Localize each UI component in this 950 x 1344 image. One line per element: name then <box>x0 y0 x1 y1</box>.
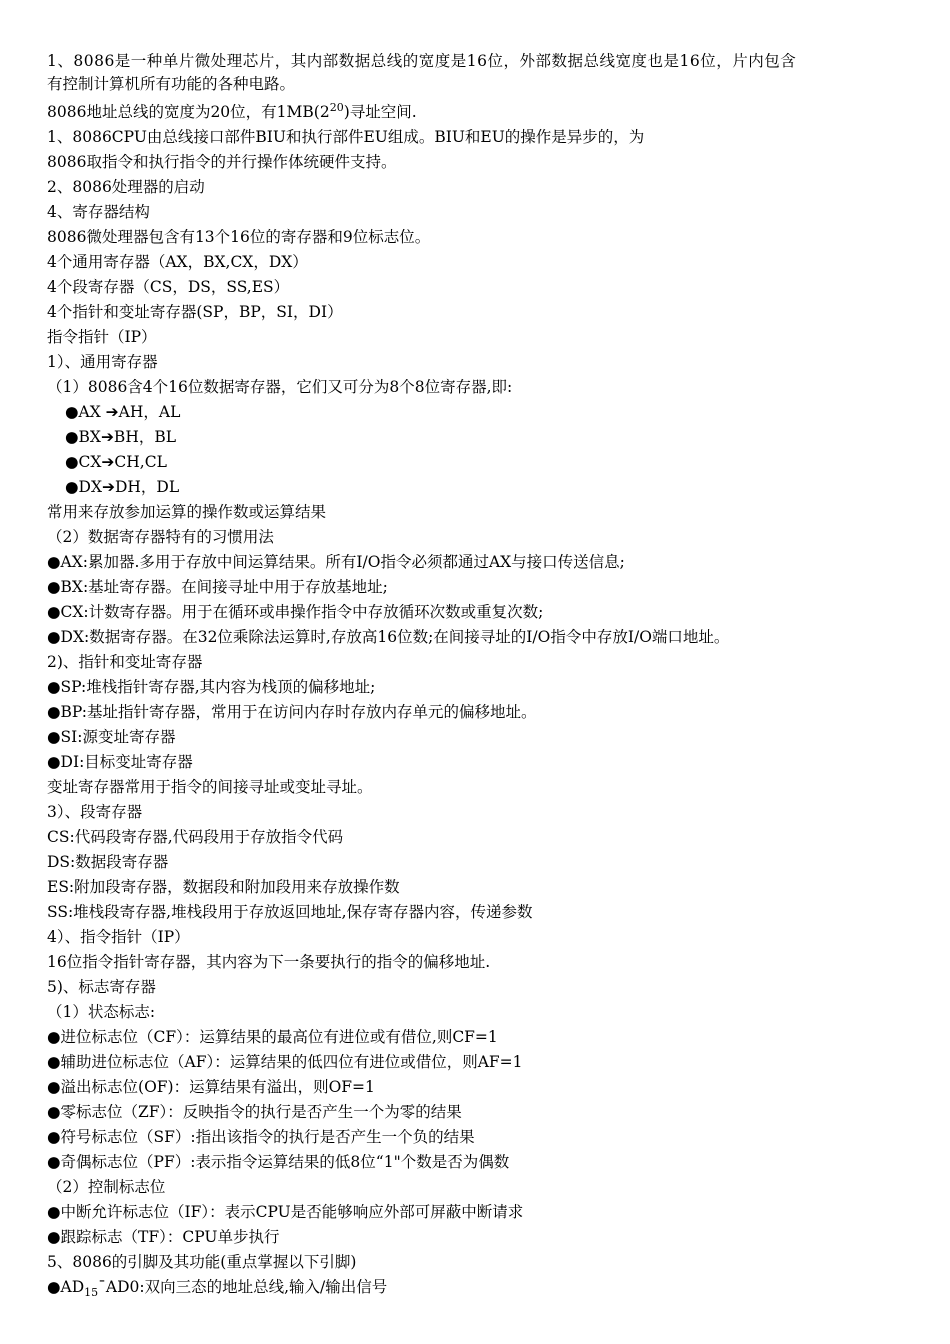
superscript: 20 <box>329 100 344 114</box>
bullet-line: ●CX:计数寄存器。用于在循环或串操作指令中存放循环次数或重复次数; <box>47 603 544 621</box>
paragraph-line: 1、8086是一种单片微处理芯片，其内部数据总线的宽度是16位，外部数据总线宽度也是16位，片内包含 <box>47 52 797 70</box>
paragraph-line: 指令指针（IP） <box>47 328 157 346</box>
paragraph-line: 1）、通用寄存器 <box>47 353 158 371</box>
bullet-line: ●DI:目标变址寄存器 <box>47 753 193 771</box>
paragraph-line: 有控制计算机所有功能的各种电路。 <box>47 75 296 93</box>
subscript: 15 <box>84 1286 99 1300</box>
text-run: ●AD <box>47 1278 85 1296</box>
bullet-line: ●SI:源变址寄存器 <box>47 728 176 746</box>
bullet-line: ●DX:数据寄存器。在32位乘除法运算时,存放高16位数;在间接寻址的I/O指令中存放I/O端口地址。 <box>47 628 730 646</box>
bullet-line: ●AX ➔AH，AL <box>65 403 181 421</box>
bullet-line: ●跟踪标志（TF）：CPU单步执行 <box>47 1228 280 1246</box>
text-run: )寻址空间. <box>343 103 417 121</box>
paragraph-line: CS:代码段寄存器,代码段用于存放指令代码 <box>47 828 344 846</box>
bullet-line: ●BP:基址指针寄存器，常用于在访问内存时存放内存单元的偏移地址。 <box>47 703 537 721</box>
bullet-line: ●辅助进位标志位（AF）：运算结果的低四位有进位或借位，则AF=1 <box>47 1053 523 1071</box>
paragraph-line: 16位指令指针寄存器，其内容为下一条要执行的指令的偏移地址. <box>47 953 491 971</box>
paragraph-line: ES:附加段寄存器，数据段和附加段用来存放操作数 <box>47 878 400 896</box>
bullet-line: ●BX:基址寄存器。在间接寻址中用于存放基地址; <box>47 578 388 596</box>
bullet-line: ●CX➔CH,CL <box>65 453 167 471</box>
bullet-line: ●符号标志位（SF）:指出该指令的执行是否产生一个负的结果 <box>47 1128 475 1146</box>
bullet-line <box>47 1275 910 1300</box>
paragraph-line <box>47 100 910 125</box>
bullet-line: ●零标志位（ZF）：反映指令的执行是否产生一个为零的结果 <box>47 1103 462 1121</box>
bullet-line: ●BX➔BH，BL <box>65 428 177 446</box>
bullet-line: ●奇偶标志位（PF）:表示指令运算结果的低8位“1"个数是否为偶数 <box>47 1153 510 1171</box>
paragraph-line: DS:数据段寄存器 <box>47 853 169 871</box>
paragraph-line: 4个指针和变址寄存器(SP，BP，SI，DI） <box>47 303 343 321</box>
paragraph-line: 4个通用寄存器（AX，BX,CX，DX） <box>47 253 308 271</box>
text-run: 8086地址总线的宽度为20位，有1MB(2 <box>47 103 330 121</box>
paragraph-line: （2）控制标志位 <box>47 1178 166 1196</box>
paragraph-line: 8086取指令和执行指令的并行操作体统硬件支持。 <box>47 153 397 171</box>
paragraph-line: 5)、标志寄存器 <box>47 978 156 996</box>
paragraph-line: 4、寄存器结构 <box>47 203 150 221</box>
bullet-line: ●中断允许标志位（IF）：表示CPU是否能够响应外部可屏蔽中断请求 <box>47 1203 524 1221</box>
paragraph-line: 2)、指针和变址寄存器 <box>47 653 203 671</box>
text-run: ¯AD0:双向三态的地址总线,输入/输出信号 <box>98 1278 388 1296</box>
paragraph-line: （2）数据寄存器特有的习惯用法 <box>47 528 274 546</box>
bullet-line: ●DX➔DH，DL <box>65 478 180 496</box>
paragraph-line: 3）、段寄存器 <box>47 803 143 821</box>
bullet-line: ●溢出标志位(OF)：运算结果有溢出，则OF=1 <box>47 1078 375 1096</box>
paragraph-line: 变址寄存器常用于指令的间接寻址或变址寻址。 <box>47 778 373 796</box>
paragraph-line: （1）状态标志: <box>47 1003 156 1021</box>
bullet-line: ●SP:堆栈指针寄存器,其内容为栈顶的偏移地址; <box>47 678 376 696</box>
paragraph-line: 常用来存放参加运算的操作数或运算结果 <box>47 503 327 521</box>
bullet-line: ●AX:累加器.多用于存放中间运算结果。所有I/O指令必须都通过AX与接口传送信息; <box>47 553 625 571</box>
bullet-line: ●进位标志位（CF）：运算结果的最高位有进位或有借位,则CF=1 <box>47 1028 498 1046</box>
paragraph-line: 4）、指令指针（IP） <box>47 928 190 946</box>
paragraph-line: SS:堆栈段寄存器,堆栈段用于存放返回地址,保存寄存器内容，传递参数 <box>47 903 533 921</box>
paragraph-line: （1）8086含4个16位数据寄存器，它们又可分为8个8位寄存器,即: <box>47 378 513 396</box>
paragraph-line: 1、8086CPU由总线接口部件BIU和执行部件EU组成。BIU和EU的操作是异步的，为 <box>47 128 645 146</box>
paragraph-line: 4个段寄存器（CS，DS，SS,ES） <box>47 278 290 296</box>
paragraph-line: 5、8086的引脚及其功能(重点掌握以下引脚) <box>47 1253 357 1271</box>
paragraph-line: 2、8086处理器的启动 <box>47 178 205 196</box>
paragraph-line: 8086微处理器包含有13个16位的寄存器和9位标志位。 <box>47 228 431 246</box>
